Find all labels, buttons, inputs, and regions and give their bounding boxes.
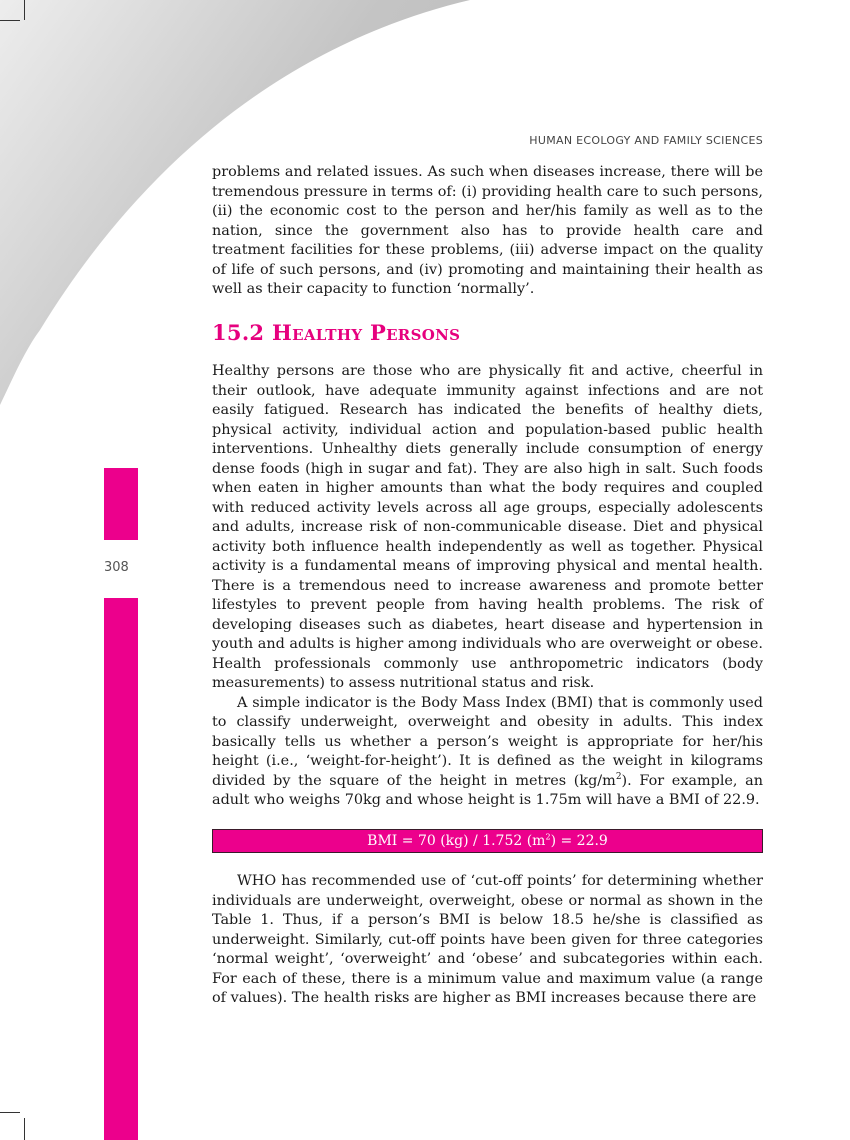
intro-paragraph — [212, 163, 763, 300]
bmi-formula-box — [212, 829, 763, 853]
crop-mark — [0, 20, 20, 21]
crop-mark — [24, 0, 25, 20]
who-text: WHO has recommended use of ‘cut-off points’ for determining whether individuals are underweight, overweight, obese or normal as shown in the Table 1. Thus, if a person’s BMI is below 18.5 he/she is classified as underweight. Similarly, cut-off points have been given for three categories ‘normal weight’, ‘overweight’ and ‘obese’ and subcategories within each. For each of these, there is a minimum value and maximum value (a range of values). The health risks are higher as BMI increases because there are — [212, 873, 763, 1006]
running-header: HUMAN ECOLOGY AND FAMILY SCIENCES — [529, 134, 763, 147]
superscript: 2 — [615, 771, 622, 782]
body-paragraph-1: Healthy persons are those who are physically fit and active, cheerful in their outlook, have adequate immunity against infections and are not easily fatigued. Research has indicated the benefits of healthy diets, physical activity, individual action and population-based public health interventions. Unhealthy diets generally include consumption of energy dense foods (high in sugar and fat). They are also high in salt. Such foods when eaten in higher amounts than what the body requires and coupled with reduced activity levels across all age groups, especially adolescents and adults, increase risk of non-communicable disease. Diet and physical activity both influence health independently as well as together. Physical activity is a fundamental means of improving physical and mental health. There is a tremendous need to increase awareness and promote better lifestyles to prevent people from having health problems. The risk of developing diseases such as diabetes, heart disease and hypertension in youth and adults is higher among individuals who are overweight or obese. Health professionals commonly use anthropometric indicators (body measurements) to assess nutritional status and risk. — [212, 363, 763, 691]
intro-text: problems and related issues. As such when diseases increase, there will be tremendous pressure in terms of: (i) providing health care to such persons, (ii) the economic cost to the person and her/his family as well as to the nation, since the government also has to provide health care and treatment facilities for these problems, (iii) adverse impact on the quality of life of such persons, and (iv) promoting and maintaining their health as well as their capacity to function ‘normally’. — [212, 164, 763, 297]
body-paragraph-2 — [212, 694, 763, 811]
bmi-definition-text: A simple indicator is the Body Mass Index (BMI) that is commonly used to classify underweight, overweight and obesity in adults. This index basically tells us whether a person’s weight is appropriate for her/his height (i.e., ‘weight-for-height’). It is defined as the weight in kilograms divided by the square of the height in metres (kg/m — [212, 694, 763, 789]
section-body — [212, 362, 763, 811]
side-accent-bar-upper — [104, 468, 138, 540]
crop-mark — [24, 1118, 25, 1140]
section-title: Healthy Persons — [271, 320, 461, 345]
page-number: 308 — [104, 560, 129, 575]
bmi-example-text: ). For example, an adult who weighs 70kg and whose height is 1.75m will have a BMI of 22.9. — [212, 772, 763, 808]
crop-mark — [0, 1112, 20, 1113]
formula-result: ) = 22.9 — [550, 833, 608, 849]
formula-text: BMI = 70 (kg) / 1.752 (m — [367, 833, 546, 849]
formula-superscript: 2 — [545, 832, 551, 842]
who-paragraph — [212, 872, 763, 1009]
section-heading — [212, 320, 460, 345]
section-number: 15.2 — [212, 320, 265, 345]
side-accent-bar-lower — [104, 598, 138, 1140]
